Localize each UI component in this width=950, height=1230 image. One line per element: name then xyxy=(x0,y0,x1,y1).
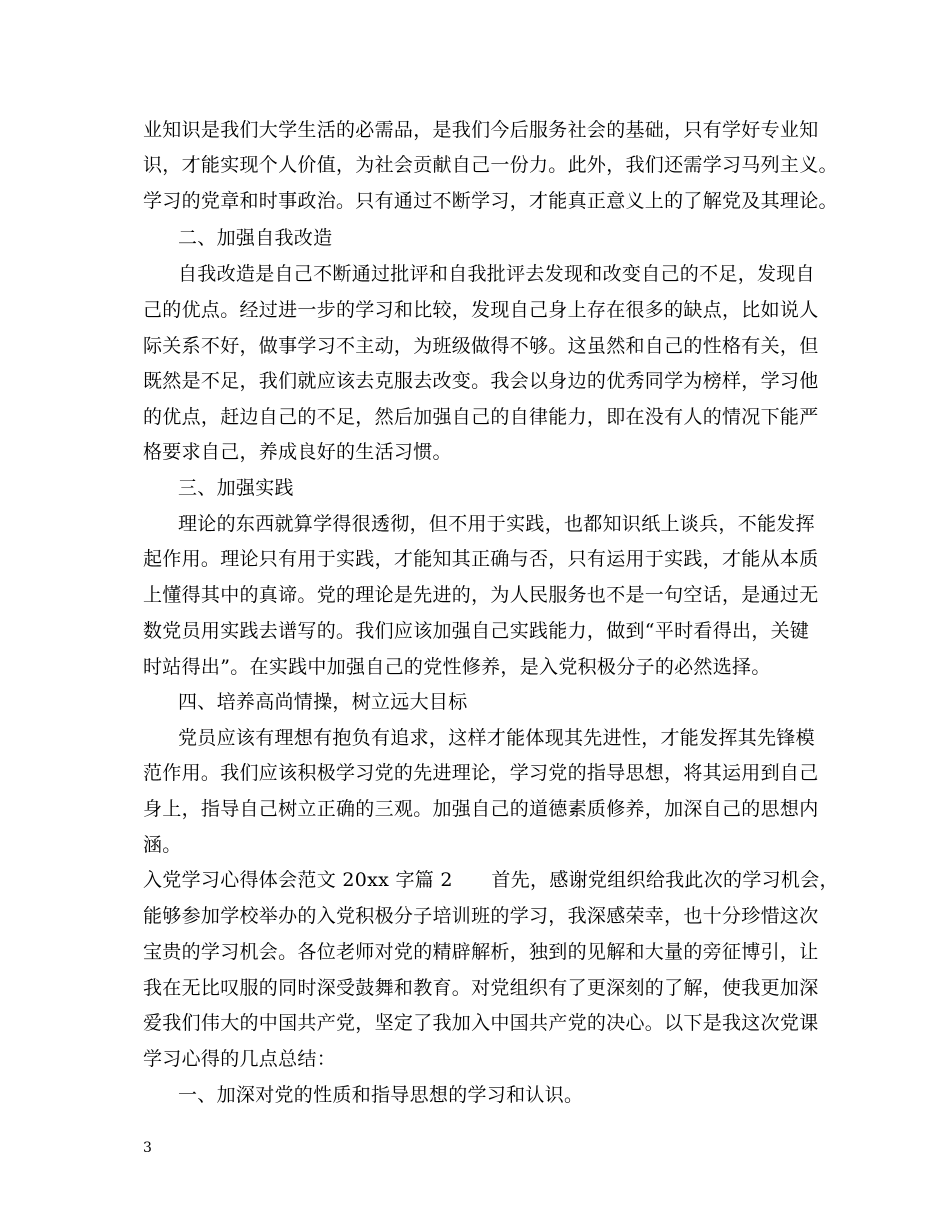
body-text-line: 上懂得其中的真谛。党的理论是先进的，为人民服务也不是一句空话，是通过无 xyxy=(143,584,819,606)
body-text-line: 自我改造是自己不断通过批评和自我批评去发现和改变自己的不足，发现自 xyxy=(178,263,815,285)
body-text-line: 范作用。我们应该积极学习党的先进理论，学习党的指导思想，将其运用到自己 xyxy=(143,762,819,784)
body-text-line: 学习的党章和时事政治。只有通过不断学习，才能真正意义上的了解党及其理论。 xyxy=(143,190,838,212)
body-text-line: 数党员用实践去谱写的。我们应该加强自己实践能力，做到“平时看得出，关键 xyxy=(143,620,810,642)
body-text-line: 我在无比叹服的同时深受鼓舞和教育。对党组织有了更深刻的了解，使我更加深 xyxy=(143,977,819,999)
article-title-line: 入党学习心得体会范文 20xx 字篇 2 首先，感谢党组织给我此次的学习机会， xyxy=(143,869,839,891)
page-number: 3 xyxy=(143,1140,152,1156)
body-text-line: 时站得出”。在实践中加强自己的党性修养，是入党积极分子的必然选择。 xyxy=(143,656,771,678)
body-text-line: 爱我们伟大的中国共产党，坚定了我加入中国共产党的决心。以下是我这次党课 xyxy=(143,1012,819,1034)
body-text-line: 党员应该有理想有抱负有追求，这样才能体现其先进性，才能发挥其先锋模 xyxy=(178,727,815,749)
section-heading: 三、加强实践 xyxy=(178,477,294,499)
body-text-line: 宝贵的学习机会。各位老师对党的精辟解析，独到的见解和大量的旁征博引，让 xyxy=(143,941,819,963)
body-text-line: 涵。 xyxy=(143,834,182,856)
section-heading: 一、加深对党的性质和指导思想的学习和认识。 xyxy=(178,1084,584,1106)
body-text-line: 业知识是我们大学生活的必需品，是我们今后服务社会的基础，只有学好专业知 xyxy=(143,119,819,141)
body-text-line: 际关系不好，做事学习不主动，为班级做得不够。这虽然和自己的性格有关，但 xyxy=(143,335,819,357)
section-heading: 二、加强自我改造 xyxy=(178,227,333,249)
section-heading: 四、培养高尚情操，树立远大目标 xyxy=(178,691,468,713)
body-text-line: 既然是不足，我们就应该去克服去改变。我会以身边的优秀同学为榜样，学习他 xyxy=(143,370,819,392)
body-text-line: 能够参加学校举办的入党积极分子培训班的学习，我深感荣幸，也十分珍惜这次 xyxy=(143,905,819,927)
body-text-line: 格要求自己，养成良好的生活习惯。 xyxy=(143,441,452,463)
body-text-line: 识，才能实现个人价值，为社会贡献自己一份力。此外，我们还需学习马列主义。 xyxy=(143,154,838,176)
body-text-line: 的优点，赶边自己的不足，然后加强自己的自律能力，即在没有人的情况下能严 xyxy=(143,406,819,428)
body-text-line: 理论的东西就算学得很透彻，但不用于实践，也都知识纸上谈兵，不能发挥 xyxy=(178,513,815,535)
body-text-line: 身上，指导自己树立正确的三观。加强自己的道德素质修养，加深自己的思想内 xyxy=(143,798,819,820)
body-text-line: 学习心得的几点总结： xyxy=(143,1048,337,1070)
body-text-line: 己的优点。经过进一步的学习和比较，发现自己身上存在很多的缺点，比如说人 xyxy=(143,299,819,321)
body-text-line: 起作用。理论只有用于实践，才能知其正确与否，只有运用于实践，才能从本质 xyxy=(143,548,819,570)
